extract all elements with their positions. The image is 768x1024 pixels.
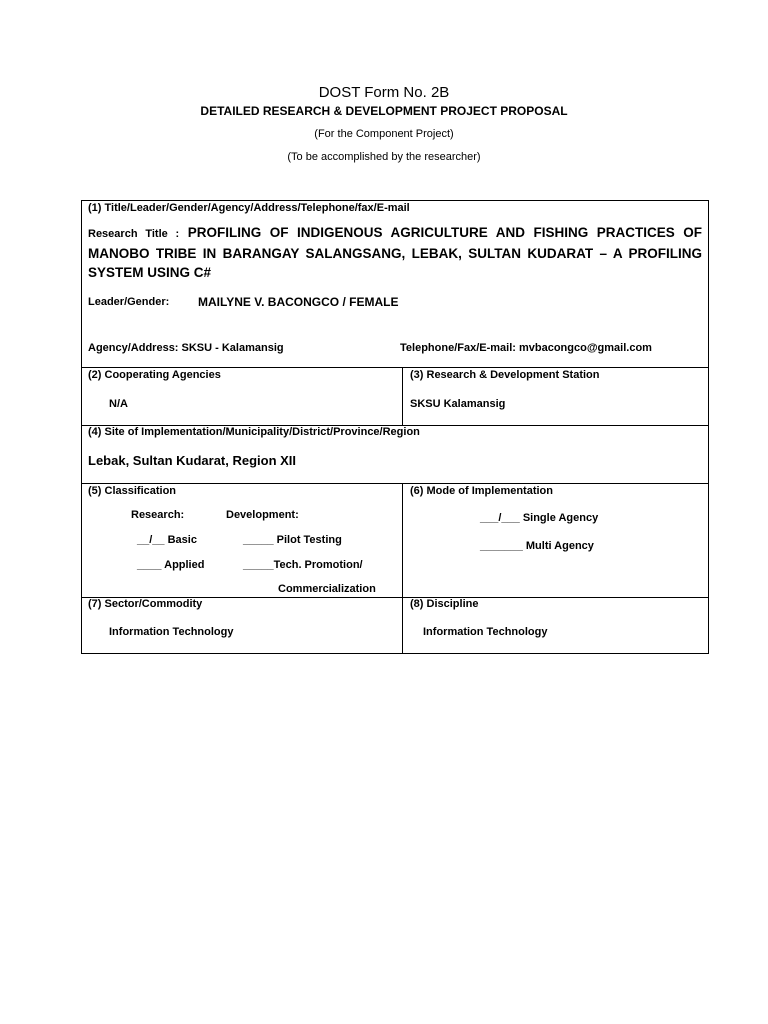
cooperating-agencies-value: N/A [109,398,128,410]
divider [402,367,403,425]
basic-option: __/__ Basic [137,534,197,546]
form-note-component: (For the Component Project) [314,128,454,140]
discipline-value: Information Technology [423,626,548,638]
agency-address: Agency/Address: SKSU - Kalamansig [88,342,284,354]
research-title [88,223,702,282]
applied-option: ____ Applied [137,559,205,571]
rd-station-value: SKSU Kalamansig [410,398,506,410]
form-subtitle: DETAILED RESEARCH & DEVELOPMENT PROJECT PROPOSAL [200,104,568,118]
single-agency-option: ___/___ Single Agency [480,512,599,524]
divider [82,483,708,484]
form-number: DOST Form No. 2B [318,84,450,101]
section3-heading: (3) Research & Development Station [410,369,600,381]
leader-value: MAILYNE V. BACONGCO / FEMALE [198,295,399,309]
pilot-testing-option: _____ Pilot Testing [243,534,342,546]
section5-heading: (5) Classification [88,485,177,497]
proposal-form [81,200,709,654]
section8-heading: (8) Discipline [410,598,479,610]
form-note-researcher: (To be accomplished by the researcher) [287,151,481,163]
section1-heading: (1) Title/Leader/Gender/Agency/Address/Telephone/fax/E-mail [88,202,410,214]
commercialization-option: Commercialization [278,583,376,595]
research-title-label: Research Title : [88,228,180,240]
site-value: Lebak, Sultan Kudarat, Region XII [88,453,297,468]
development-label: Development: [226,509,299,521]
divider [402,483,403,654]
section7-heading: (7) Sector/Commodity [88,598,203,610]
divider [82,367,708,368]
section6-heading: (6) Mode of Implementation [410,485,553,497]
contact-info: Telephone/Fax/E-mail: mvbacongco@gmail.com [400,342,652,354]
section2-heading: (2) Cooperating Agencies [88,369,221,381]
research-label: Research: [131,509,185,521]
sector-value: Information Technology [109,626,234,638]
tech-promotion-option: _____Tech. Promotion/ [243,559,363,571]
leader-label: Leader/Gender: [88,296,170,308]
multi-agency-option: _______ Multi Agency [480,540,594,552]
research-title-value: PROFILING OF INDIGENOUS AGRICULTURE AND FISHING PRACTICES OF MANOBO TRIBE IN BARANGAY SALANGSANG, LEBAK, SULTAN KUDARAT – A PROFILING SYSTEM USING C# [88,225,702,280]
section4-heading: (4) Site of Implementation/Municipality/District/Province/Region [88,426,420,438]
